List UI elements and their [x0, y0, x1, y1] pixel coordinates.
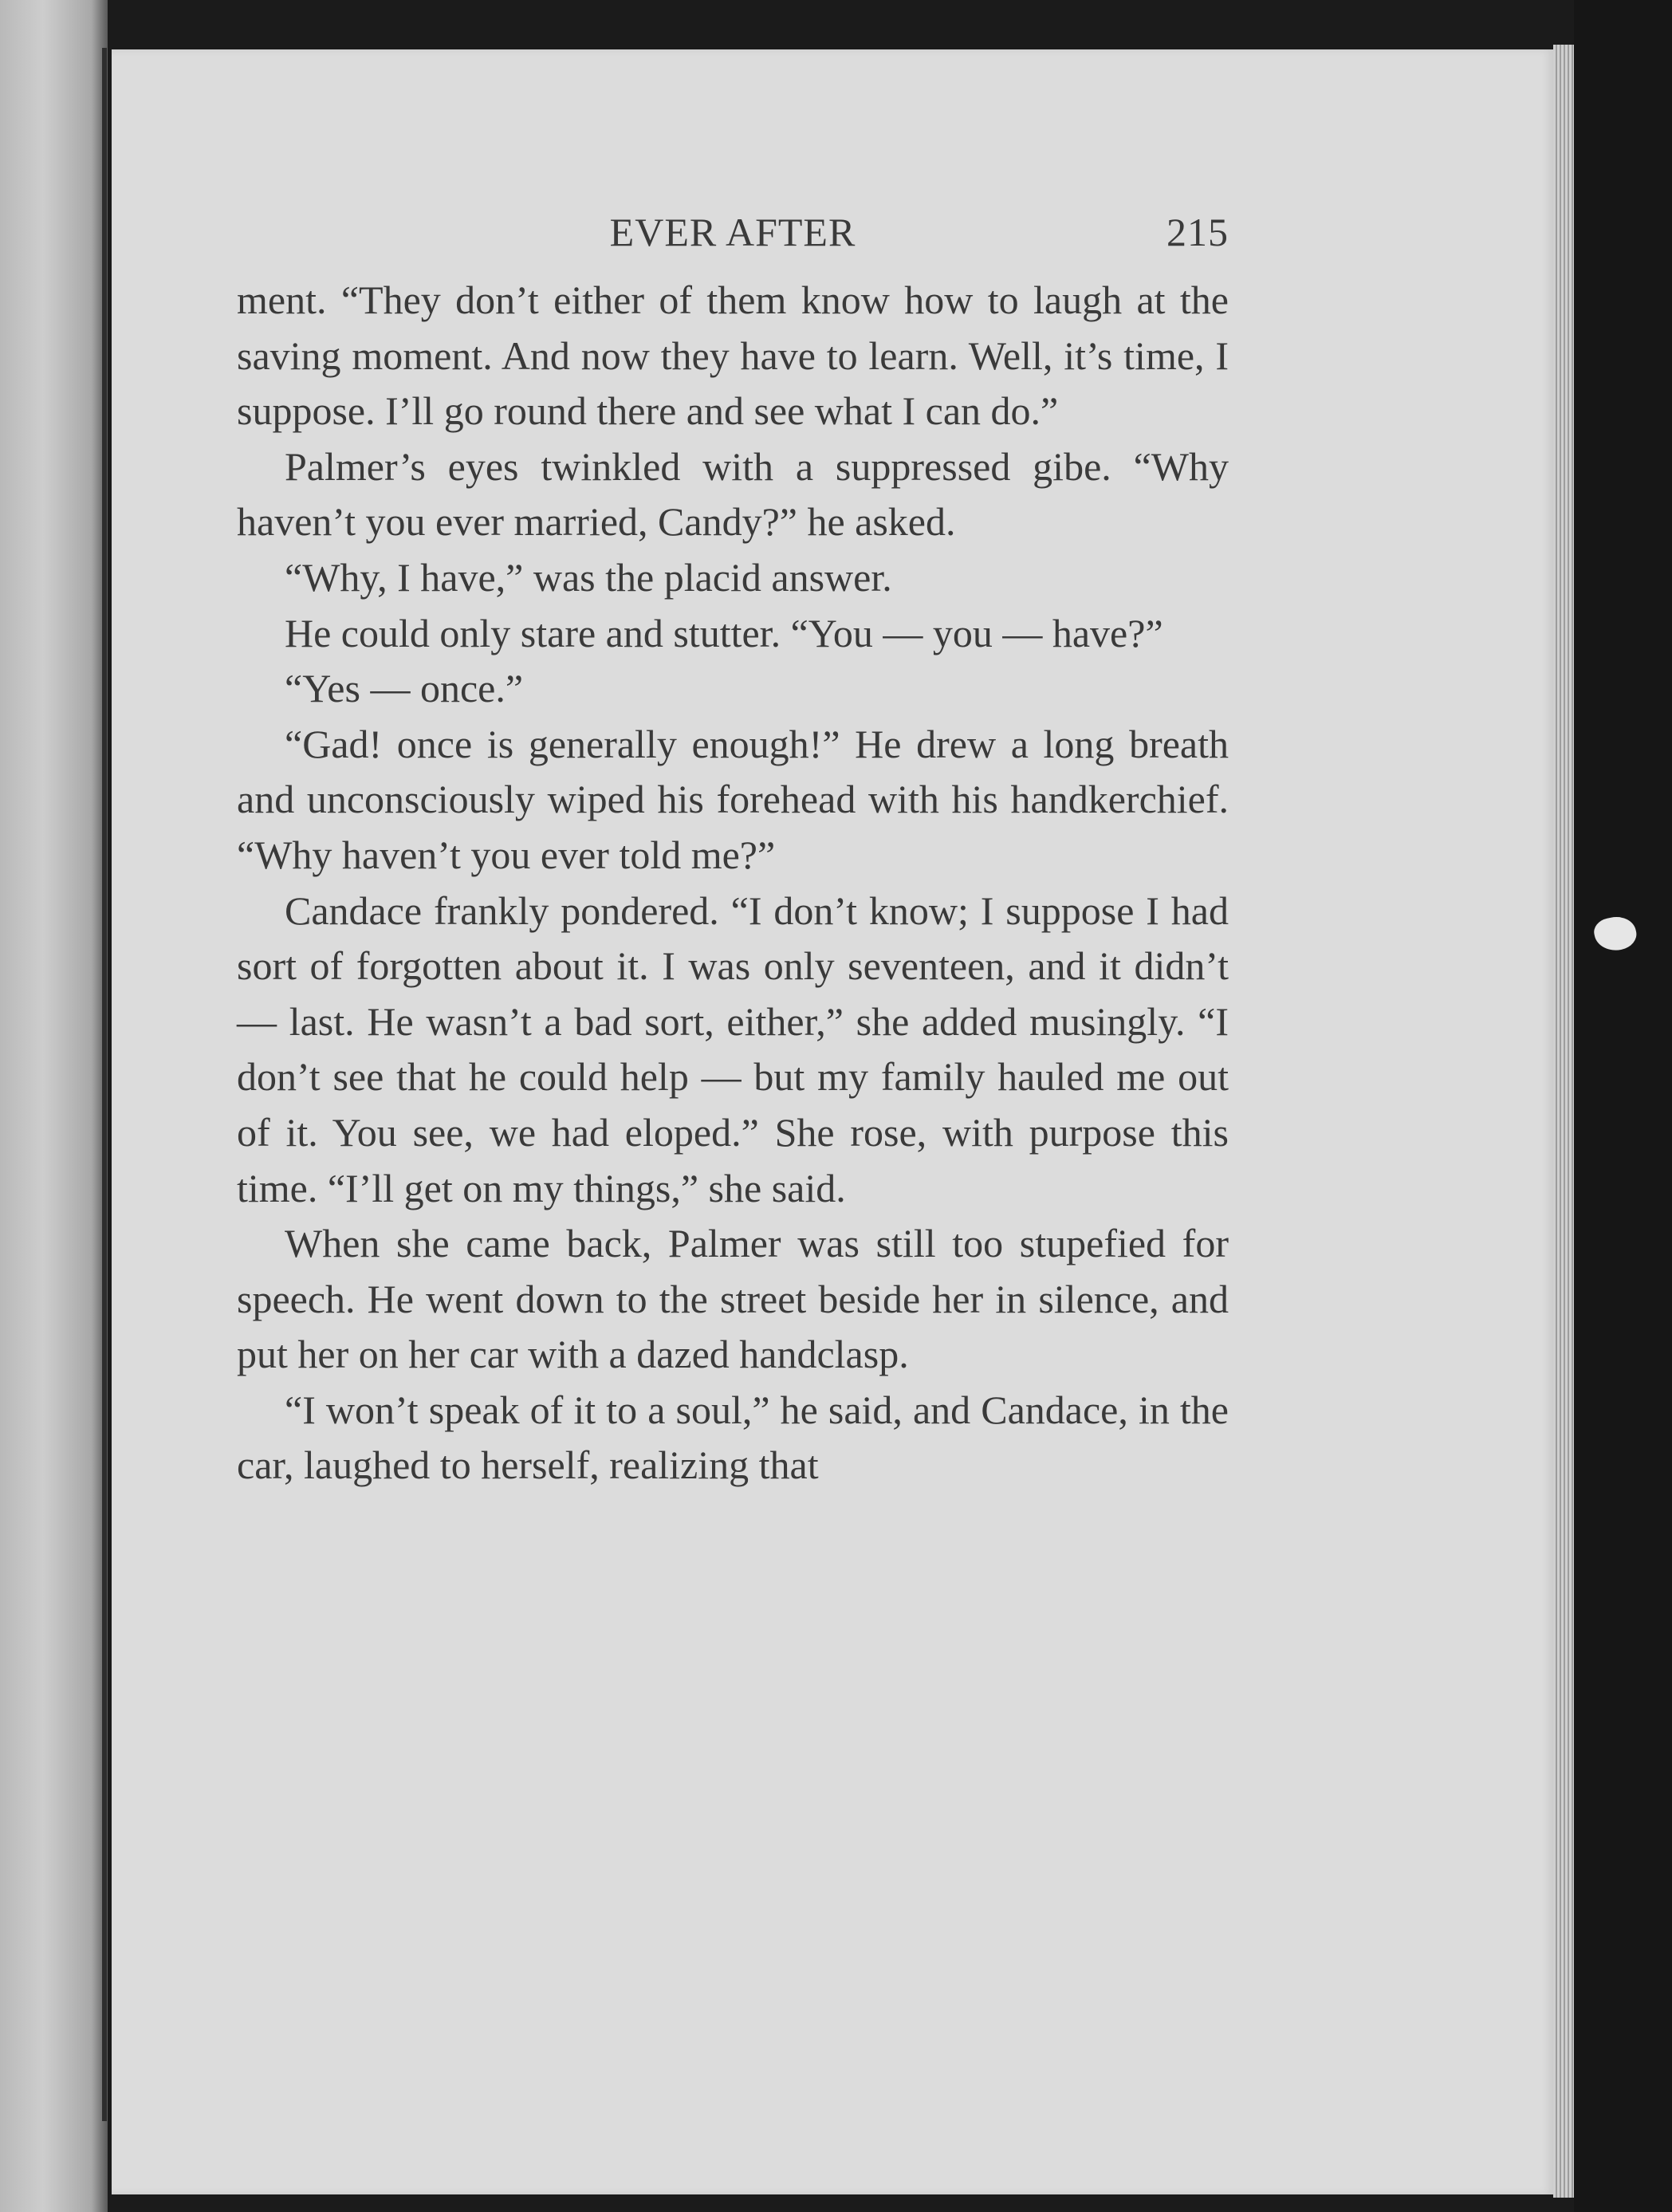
paragraph-2: Palmer’s eyes twinkled with a suppressed gibe. “Why haven’t you ever married, Candy?” he asked.	[237, 443, 1229, 545]
book-gutter	[102, 48, 107, 2121]
running-head	[237, 209, 1229, 273]
paragraph-6: “Gad! once is generally enough!” He drew a long breath and unconsciously wiped his forehead with his handkerchief. “Why haven’t you ever told me?”	[237, 721, 1229, 877]
running-title: EVER AFTER	[609, 210, 856, 254]
paragraph-9: “I won’t speak of it to a soul,” he said, and Candace, in the car, laughed to herself, realizing that	[237, 1387, 1229, 1488]
paragraph-5: “Yes — once.”	[285, 666, 524, 711]
paragraph-7: Candace frankly pondered. “I don’t know; I suppose I had sort of forgotten about it. I was only seventeen, and it didn’t — last. He wasn’t a bad sort, either,” she added musingly. “I don’t see that he could help — but my family hauled me out of it. You see, we had eloped.” She rose, with purpose this time. “I’ll get on my things,” she said.	[237, 888, 1229, 1210]
scan-background	[1574, 0, 1672, 2212]
paragraph-8: When she came back, Palmer was still too stupefied for speech. He went down to the street beside her in silence, and put her on her car with a dazed handclasp.	[237, 1221, 1229, 1377]
paragraph-1: ment. “They don’t either of them know how to laugh at the saving moment. And now they have to learn. Well, it’s time, I suppose. I’ll go round there and see what I can do.”	[237, 277, 1229, 434]
page-number: 215	[1166, 210, 1229, 254]
paragraph-4: He could only stare and stutter. “You — you — have?”	[285, 610, 1163, 655]
page-edges	[1553, 45, 1574, 2198]
paragraph-3: “Why, I have,” was the placid answer.	[285, 554, 892, 600]
page-text	[237, 209, 1229, 1494]
facing-page-edge	[0, 0, 108, 2212]
